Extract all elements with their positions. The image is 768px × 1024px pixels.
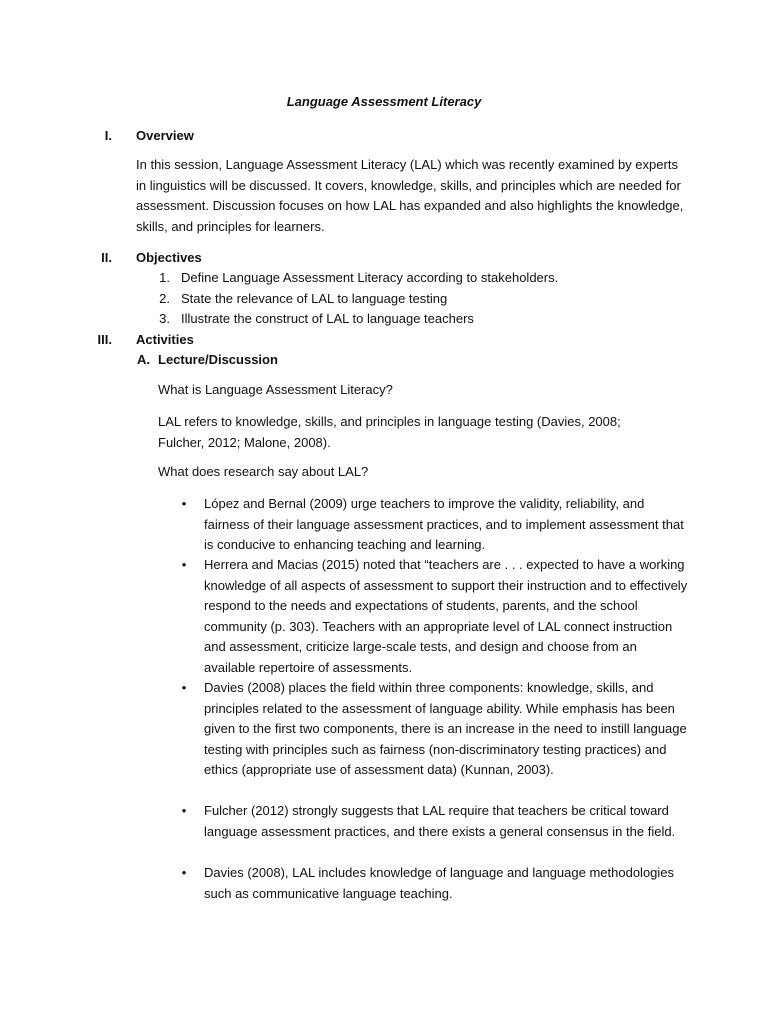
bullet-marker: • — [181, 496, 187, 511]
bullet-marker: • — [181, 803, 187, 818]
bullet-item: Davies (2008), LAL includes knowledge of language and language methodologies such as communicative language teaching. — [204, 865, 675, 901]
objective-item: Illustrate the construct of LAL to language teachers — [181, 311, 474, 326]
section-heading-objectives: Objectives — [136, 250, 202, 265]
objective-item: Define Language Assessment Literacy according to stakeholders. — [181, 270, 559, 285]
bullet-marker: • — [181, 557, 187, 572]
overview-paragraph: In this session, Language Assessment Literacy (LAL) which was recently examined by experts in linguistics will be discussed. It covers, knowledge, skills, and principles which are needed for assessment. Discussion focuses on how LAL has expanded and also highlights the knowledge, skills, and principles for learners. — [136, 157, 684, 234]
bullet-item: Davies (2008) places the field within three components: knowledge, skills, and principles related to the assessment of language ability. While emphasis has been given to the first two components, there is an increase in the need to instill language testing with principles such as fairness (non-discriminatory testing practices) and ethics (appropriate use of assessment data) (Kunnan, 2003). — [204, 680, 687, 777]
question-what-is-lal: What is Language Assessment Literacy? — [158, 382, 393, 397]
bullet-item: López and Bernal (2009) urge teachers to improve the validity, reliability, and fairness of their language assessment practices, and to implement assessment that is conducive to enhancing teaching and learning. — [204, 496, 684, 552]
subsection-letter: A. — [137, 352, 150, 367]
objective-number: 2. — [159, 291, 170, 306]
objective-number: 1. — [159, 270, 170, 285]
bullet-item: Herrera and Macias (2015) noted that “teachers are . . . expected to have a working knowledge of all aspects of assessment to support their instruction and to effectively respond to the needs and expectations of students, parents, and the school community (p. 303). Teachers with an appropriate level of LAL connect instruction and assessment, criticize large-scale tests, and design and choose from an available repertoire of assessments. — [204, 557, 688, 675]
section-numeral-objectives: II. — [101, 250, 112, 265]
document-title: Language Assessment Literacy — [286, 94, 482, 109]
bullet-marker: • — [181, 680, 187, 695]
bullet-item: Fulcher (2012) strongly suggests that LAL require that teachers be critical toward language assessment practices, and there exists a general consensus in the field. — [204, 803, 676, 839]
bullet-marker: • — [181, 865, 187, 880]
section-heading-overview: Overview — [136, 128, 194, 143]
section-heading-activities: Activities — [136, 332, 194, 347]
question-research-lal: What does research say about LAL? — [158, 464, 369, 479]
section-numeral-overview: I. — [104, 128, 112, 143]
section-numeral-activities: III. — [97, 332, 112, 347]
objective-number: 3. — [159, 311, 170, 326]
subsection-heading: Lecture/Discussion — [158, 352, 278, 367]
objective-item: State the relevance of LAL to language testing — [181, 291, 448, 306]
lal-definition-paragraph: LAL refers to knowledge, skills, and principles in language testing (Davies, 2008; Fulcher, 2012; Malone, 2008). — [158, 414, 621, 450]
